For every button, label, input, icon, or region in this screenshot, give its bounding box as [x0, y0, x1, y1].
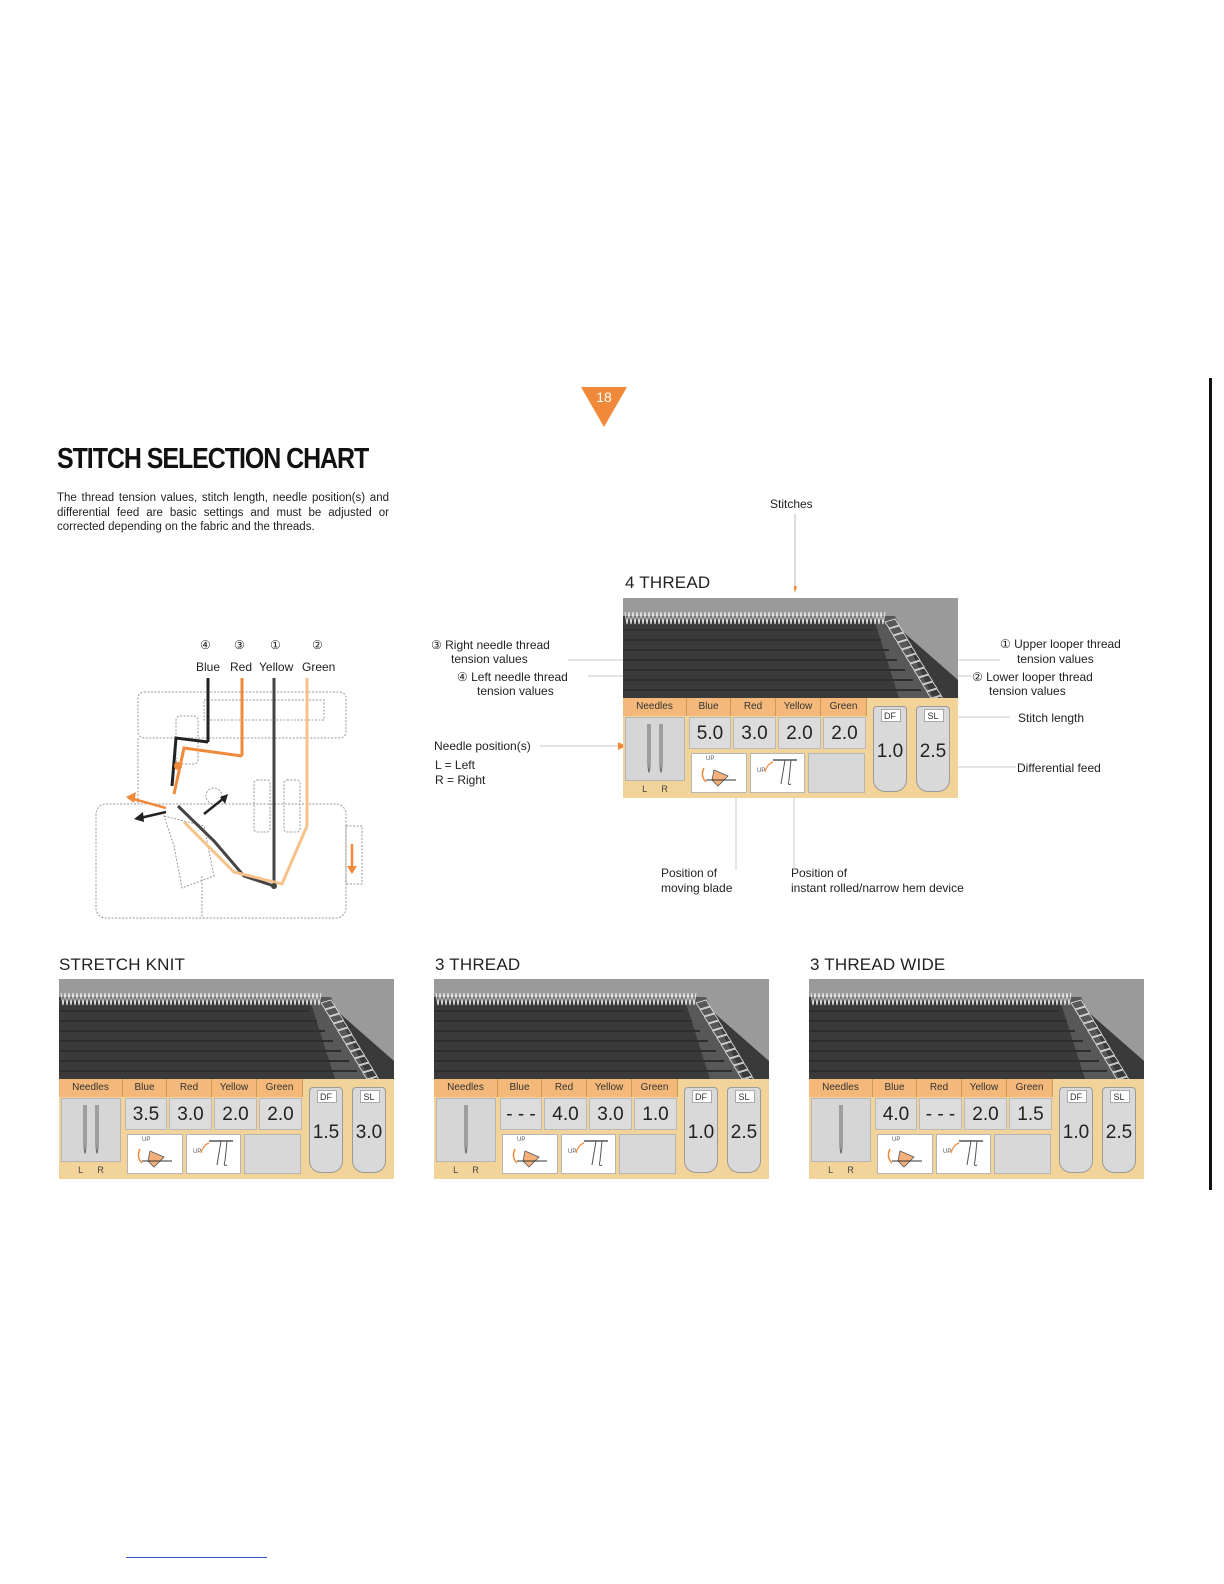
thread-number-yellow: ① — [270, 638, 281, 652]
hem-device-position-box — [936, 1134, 991, 1174]
tension-red: 3.0 — [169, 1098, 212, 1130]
blade-position-box — [691, 753, 747, 793]
header-red: Red — [731, 698, 776, 716]
callout-right-needle-line2: tension values — [451, 652, 528, 666]
callout-upper-looper-num: ① — [1000, 637, 1011, 651]
intro-paragraph: The thread tension values, stitch length, needle position(s) and differential feed are basic settings and must be adjusted or corrected depending on the fabric and the threads. — [57, 492, 389, 534]
thread-color-red: Red — [230, 660, 253, 674]
empty-position-box — [808, 753, 865, 793]
callout-needle-left: L = Left — [435, 758, 475, 772]
needle-position-box — [436, 1098, 496, 1162]
callout-hem-line2: instant rolled/narrow hem device — [791, 881, 964, 895]
settings-table — [434, 1079, 769, 1179]
callout-right-needle — [431, 638, 550, 652]
header-yellow: Yellow — [587, 1079, 632, 1097]
tension-green: 1.0 — [634, 1098, 677, 1130]
blade-up-label: UP — [892, 1137, 901, 1143]
header-green: Green — [821, 698, 867, 716]
thread-number-green: ② — [312, 638, 323, 652]
panel-3-thread-wide — [809, 979, 1144, 1179]
page-number: 18 — [596, 389, 612, 405]
sl-value: 2.5 — [1105, 1122, 1133, 1143]
df-value: 1.0 — [1062, 1122, 1090, 1143]
hem-up-label: UP — [193, 1149, 202, 1155]
callout-left-needle-line2: tension values — [477, 684, 554, 698]
header-red: Red — [542, 1079, 587, 1097]
df-value: 1.5 — [312, 1122, 340, 1143]
stitch-sample-photo — [434, 979, 769, 1079]
hem-device-position-box — [561, 1134, 616, 1174]
df-indicator — [873, 706, 907, 792]
hem-up-label: UP — [943, 1149, 952, 1155]
panel-3-thread — [434, 979, 769, 1179]
tension-green: 2.0 — [823, 717, 866, 749]
callout-needle-right: R = Right — [435, 773, 486, 787]
callout-right-needle-line1: Right needle thread — [445, 638, 550, 652]
header-red: Red — [167, 1079, 212, 1097]
sl-indicator — [916, 706, 950, 792]
df-label: DF — [695, 1092, 707, 1102]
tension-yellow: 2.0 — [214, 1098, 257, 1130]
panel-title-3-thread-wide: 3 THREAD WIDE — [810, 955, 946, 974]
header-yellow: Yellow — [212, 1079, 257, 1097]
callout-upper-looper-line1: Upper looper thread — [1014, 637, 1121, 651]
df-label: DF — [1070, 1092, 1082, 1102]
header-green: Green — [257, 1079, 303, 1097]
panel-title-3-thread: 3 THREAD — [435, 955, 521, 974]
sl-value: 2.5 — [919, 741, 947, 762]
needle-position-box — [625, 717, 685, 781]
settings-table — [809, 1079, 1144, 1179]
page-title: STITCH SELECTION CHART — [57, 443, 369, 475]
stitch-sample-photo — [59, 979, 394, 1079]
sl-label: SL — [927, 711, 939, 721]
blade-position-box — [502, 1134, 558, 1174]
serger-threading-diagram — [94, 676, 366, 922]
header-needles: Needles — [434, 1079, 498, 1097]
needle-position-box — [61, 1098, 121, 1162]
callout-right-needle-num: ③ — [431, 638, 442, 652]
empty-position-box — [994, 1134, 1051, 1174]
sl-label: SL — [1113, 1092, 1125, 1102]
thread-color-green: Green — [302, 660, 336, 674]
tension-green: 2.0 — [259, 1098, 302, 1130]
hem-device-position-box — [186, 1134, 241, 1174]
settings-table — [59, 1079, 394, 1179]
header-green: Green — [1007, 1079, 1053, 1097]
sl-value: 2.5 — [730, 1122, 758, 1143]
callout-needle-positions-title: Needle position(s) — [434, 739, 531, 753]
header-green: Green — [632, 1079, 678, 1097]
needle-position-box — [811, 1098, 871, 1162]
thread-number-red: ③ — [234, 638, 245, 652]
tension-red: 4.0 — [544, 1098, 587, 1130]
header-blue: Blue — [687, 698, 731, 716]
callout-left-needle-line1: Left needle thread — [471, 670, 568, 684]
callout-lower-looper-line2: tension values — [989, 684, 1066, 698]
header-blue: Blue — [498, 1079, 542, 1097]
tension-blue: 4.0 — [875, 1098, 917, 1130]
tension-red: 3.0 — [733, 717, 776, 749]
stitch-sample-photo — [623, 598, 958, 698]
df-value: 1.0 — [876, 741, 904, 762]
header-blue: Blue — [873, 1079, 917, 1097]
needle-lr-label: L R — [642, 784, 668, 794]
callout-stitches: Stitches — [770, 497, 813, 511]
sl-value: 3.0 — [355, 1122, 383, 1143]
sl-label: SL — [363, 1092, 375, 1102]
blade-up-label: UP — [517, 1137, 526, 1143]
callout-blade-line1: Position of — [661, 866, 718, 880]
sl-indicator — [352, 1087, 386, 1173]
tension-green: 1.5 — [1009, 1098, 1052, 1130]
blade-up-label: UP — [706, 756, 715, 762]
callout-upper-looper — [1000, 637, 1121, 651]
df-label: DF — [884, 711, 896, 721]
blade-position-box — [127, 1134, 183, 1174]
df-label: DF — [320, 1092, 332, 1102]
callout-differential-feed: Differential feed — [1017, 761, 1101, 775]
needle-lr-label: L R — [453, 1165, 479, 1175]
blade-position-box — [877, 1134, 933, 1174]
page-edge-rule — [1209, 378, 1212, 1190]
sl-indicator — [727, 1087, 761, 1173]
df-value: 1.0 — [687, 1122, 715, 1143]
df-indicator — [309, 1087, 343, 1173]
header-blue: Blue — [123, 1079, 167, 1097]
tension-blue: - - - — [500, 1098, 542, 1130]
panel-title-4-thread: 4 THREAD — [625, 573, 711, 592]
thread-color-blue: Blue — [196, 660, 221, 674]
empty-position-box — [619, 1134, 676, 1174]
tension-yellow: 3.0 — [589, 1098, 632, 1130]
hem-device-position-box — [750, 753, 805, 793]
header-needles: Needles — [59, 1079, 123, 1097]
panel-title-stretch-knit: STRETCH KNIT — [59, 955, 186, 974]
tension-yellow: 2.0 — [778, 717, 821, 749]
sl-indicator — [1102, 1087, 1136, 1173]
blade-up-label: UP — [142, 1137, 151, 1143]
callout-stitch-length: Stitch length — [1018, 711, 1085, 725]
callout-blade-line2: moving blade — [661, 881, 733, 895]
tension-red: - - - — [919, 1098, 962, 1130]
thread-color-yellow: Yellow — [259, 660, 294, 674]
header-red: Red — [917, 1079, 962, 1097]
stitch-sample-photo — [809, 979, 1144, 1079]
header-yellow: Yellow — [962, 1079, 1007, 1097]
header-needles: Needles — [623, 698, 687, 716]
panel-stretch-knit — [59, 979, 394, 1179]
empty-position-box — [244, 1134, 301, 1174]
callout-lower-looper-num: ② — [972, 670, 983, 684]
thread-number-blue: ④ — [200, 638, 211, 652]
needle-lr-label: L R — [828, 1165, 854, 1175]
tension-blue: 3.5 — [125, 1098, 167, 1130]
footer-rule — [126, 1557, 267, 1558]
needle-lr-label: L R — [78, 1165, 104, 1175]
callout-stitches-line — [794, 514, 798, 594]
tension-blue: 5.0 — [689, 717, 731, 749]
panel-4-thread — [623, 598, 958, 798]
header-needles: Needles — [809, 1079, 873, 1097]
callout-lower-looper-line1: Lower looper thread — [986, 670, 1093, 684]
hem-up-label: UP — [757, 768, 766, 774]
df-indicator — [684, 1087, 718, 1173]
df-indicator — [1059, 1087, 1093, 1173]
callout-left-needle-num: ④ — [457, 670, 468, 684]
hem-up-label: UP — [568, 1149, 577, 1155]
callout-hem-line1: Position of — [791, 866, 848, 880]
settings-table — [623, 698, 958, 798]
callout-upper-looper-line2: tension values — [1017, 652, 1094, 666]
sl-label: SL — [738, 1092, 750, 1102]
tension-yellow: 2.0 — [964, 1098, 1007, 1130]
header-yellow: Yellow — [776, 698, 821, 716]
